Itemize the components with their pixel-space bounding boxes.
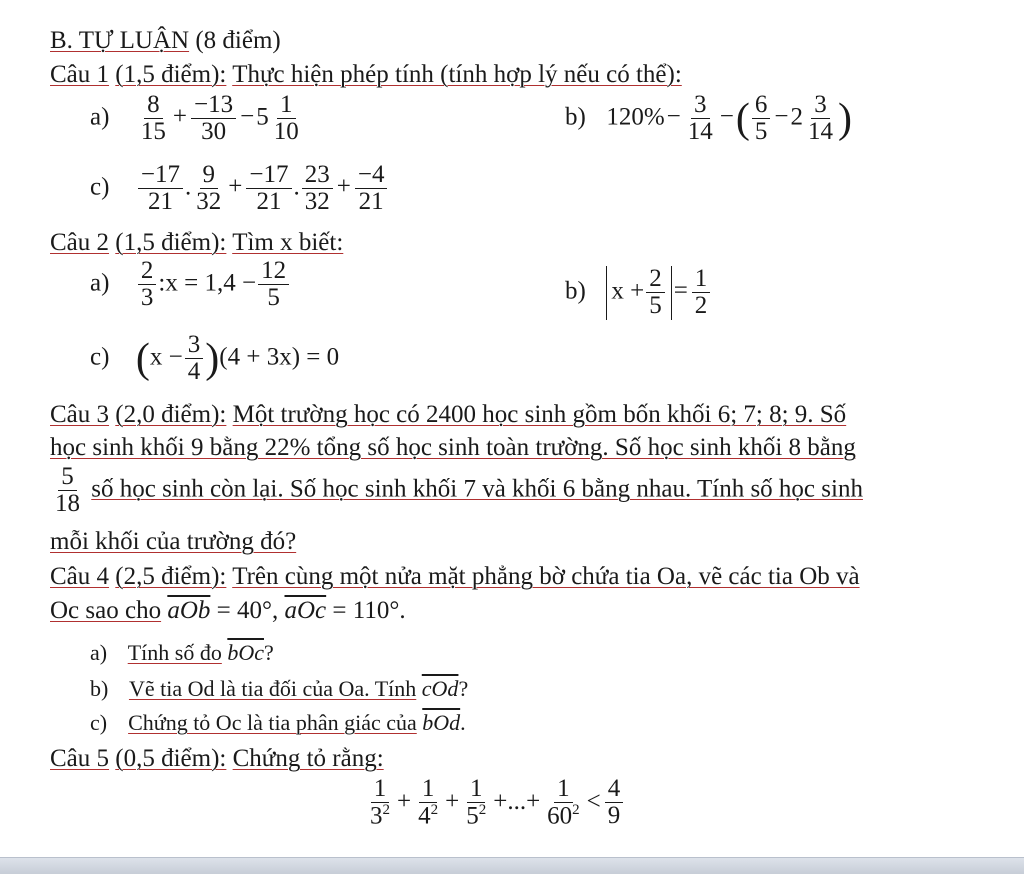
cau4-a: a) Tính số đo $\overline{bOc}$? <box>90 640 274 665</box>
cau2-b: b) x + $\frac{2}{5}$ = $\frac{1}{2}$ <box>565 266 712 320</box>
cau2-text: Tìm x biết: <box>232 229 344 256</box>
fraction: $\frac{3}{14}$ <box>687 91 713 146</box>
cau5-label: Câu 5 <box>50 745 110 772</box>
cau3-line3 <box>50 464 863 518</box>
cau2-c: c) (x − $\frac{3}{4}$ )(4 + 3x) = 0 <box>90 331 340 386</box>
window-bottom-bar <box>0 857 1024 874</box>
fraction: $\frac{1}{60^2}$ <box>547 775 580 830</box>
fraction: $\frac{1}{10}$ <box>273 91 299 146</box>
cau3-line1 <box>50 400 846 430</box>
cau4-line2 <box>50 596 406 626</box>
fraction: $\frac{-13}{30}$ <box>191 92 236 146</box>
angle-aoc: $\overline{aOc}$ <box>284 597 327 624</box>
cau1-text: Thực hiện phép tính (tính hợp lý nếu có thể): <box>232 61 682 88</box>
cau3-text-3: số học sinh còn lại. Số học sinh khối 7 và khối 6 bằng nhau. Tính số học sinh <box>91 475 863 503</box>
percent-value: 120% <box>606 103 665 131</box>
cau3-label: Câu 3 <box>50 401 110 428</box>
cau4-c-text: Chứng tỏ Oc là tia phân giác của <box>128 710 417 735</box>
fraction: $\frac{1}{5^2}$ <box>466 775 487 830</box>
item-label: a) <box>90 103 110 131</box>
cau4-b-text: Vẽ tia Od là tia đối của Oa. Tính <box>128 676 417 701</box>
cau5-inequality: $\frac{1}{3^2}$ + $\frac{1}{4^2}$ + $\frac{1}{5^2}$ +...+ $\frac{1}{60^2}$ < $\frac{4}{9}$ <box>365 776 625 830</box>
ellipsis: +...+ <box>493 787 541 815</box>
angle-bod: $\overline{bOd}$ <box>422 710 461 735</box>
item-label: c) <box>90 710 108 735</box>
mixed-whole: 5 <box>256 103 269 131</box>
angle-boc: $\overline{bOc}$ <box>227 640 264 665</box>
section-header <box>50 26 281 56</box>
absolute-value: x + $\frac{2}{5}$ <box>606 266 671 320</box>
cau5-points: (0,5 điểm): <box>115 745 227 772</box>
fraction: $\frac{8}{15}$ <box>140 91 166 146</box>
equation-text: :x = 1,4 − <box>158 269 257 297</box>
angle-cod: $\overline{cOd}$ <box>421 676 459 701</box>
fraction: $\frac{4}{9}$ <box>605 776 624 830</box>
cau1-label: Câu 1 <box>50 61 110 88</box>
cau3-text-4: mỗi khối của trường đó? <box>50 528 297 555</box>
fraction: $\frac{2}{3}$ <box>138 258 157 312</box>
cau3-line4 <box>50 527 296 557</box>
fraction: $\frac{6}{5}$ <box>752 92 771 146</box>
fraction: $\frac{1}{4^2}$ <box>418 775 439 830</box>
item-label: a) <box>90 640 108 665</box>
cau2-points: (1,5 điểm): <box>115 229 227 256</box>
cau4-label: Câu 4 <box>50 563 110 590</box>
item-label: c) <box>90 173 110 201</box>
item-label: b) <box>565 277 586 305</box>
cau5-text: Chứng tỏ rằng: <box>232 745 384 772</box>
angle-value: = 40°, <box>216 597 279 624</box>
item-label: a) <box>90 269 110 297</box>
cau4-text-1: Trên cùng một nửa mặt phẳng bờ chứa tia Oa, vẽ các tia Ob và <box>232 563 860 590</box>
item-label: b) <box>565 103 586 131</box>
cau2-label: Câu 2 <box>50 229 110 256</box>
cau4-text-2: Oc sao cho <box>50 597 162 624</box>
cau3-text-1: Một trường học có 2400 học sinh gồm bốn khối 6; 7; 8; 9. Số <box>232 401 847 428</box>
fraction: $\frac{3}{14}$ <box>807 91 833 146</box>
angle-aob: $\overline{aOb}$ <box>167 597 211 624</box>
item-label: b) <box>90 676 109 701</box>
fraction: $\frac{3}{4}$ <box>185 332 204 386</box>
angle-value: = 110°. <box>332 597 406 624</box>
equation-text: (4 + 3x) = 0 <box>219 343 340 371</box>
cau1-heading <box>50 60 682 90</box>
cau2-heading <box>50 228 343 258</box>
fraction: $\frac{5}{18}$ <box>55 463 80 518</box>
section-title: B. TỰ LUẬN <box>50 27 190 54</box>
fraction: $\frac{2}{5}$ <box>646 266 665 320</box>
fraction: $\frac{-4}{21}$ <box>355 162 388 216</box>
fraction: $\frac{-17}{21}$ <box>246 162 291 216</box>
mixed-whole: 2 <box>790 103 803 131</box>
cau1-c: c) $\frac{-17}{21}$ . $\frac{9}{32}$ + $\frac{-17}{21}$ . $\frac{23}{32}$ + $\frac{-4}{21}$ <box>90 162 389 216</box>
fraction: $\frac{-17}{21}$ <box>138 162 183 216</box>
cau1-a: a) $\frac{8}{15}$ + $\frac{-13}{30}$ −5 $\frac{1}{10}$ <box>90 92 304 146</box>
item-label: c) <box>90 343 110 371</box>
cau4-b: b) Vẽ tia Od là tia đối của Oa. Tính $\overline{cOd}$? <box>90 676 469 701</box>
cau4-a-text: Tính số đo <box>127 640 222 665</box>
fraction: $\frac{9}{32}$ <box>196 161 222 216</box>
fraction: $\frac{1}{2}$ <box>692 266 711 320</box>
cau3-text-2: học sinh khối 9 bằng 22% tổng số học sinh toàn trường. Số học sinh khối 8 bằng <box>50 434 856 461</box>
cau1-points: (1,5 điểm): <box>115 61 227 88</box>
cau3-points: (2,0 điểm): <box>115 401 227 428</box>
fraction: $\frac{12}{5}$ <box>258 258 289 312</box>
cau2-a <box>90 258 291 312</box>
cau5-heading <box>50 744 384 774</box>
section-points: (8 điểm) <box>195 27 281 54</box>
fraction: $\frac{23}{32}$ <box>302 162 333 216</box>
cau4-points: (2,5 điểm): <box>115 563 227 590</box>
cau4-line1 <box>50 562 860 592</box>
cau4-c: c) Chứng tỏ Oc là tia phân giác của $\overline{bOd}$. <box>90 710 466 735</box>
fraction: $\frac{1}{3^2}$ <box>370 775 390 830</box>
cau1-b: b) 120%− $\frac{3}{14}$ −( $\frac{6}{5}$ −2 $\frac{3}{14}$ ) <box>565 91 852 146</box>
cau3-line2 <box>50 433 856 463</box>
